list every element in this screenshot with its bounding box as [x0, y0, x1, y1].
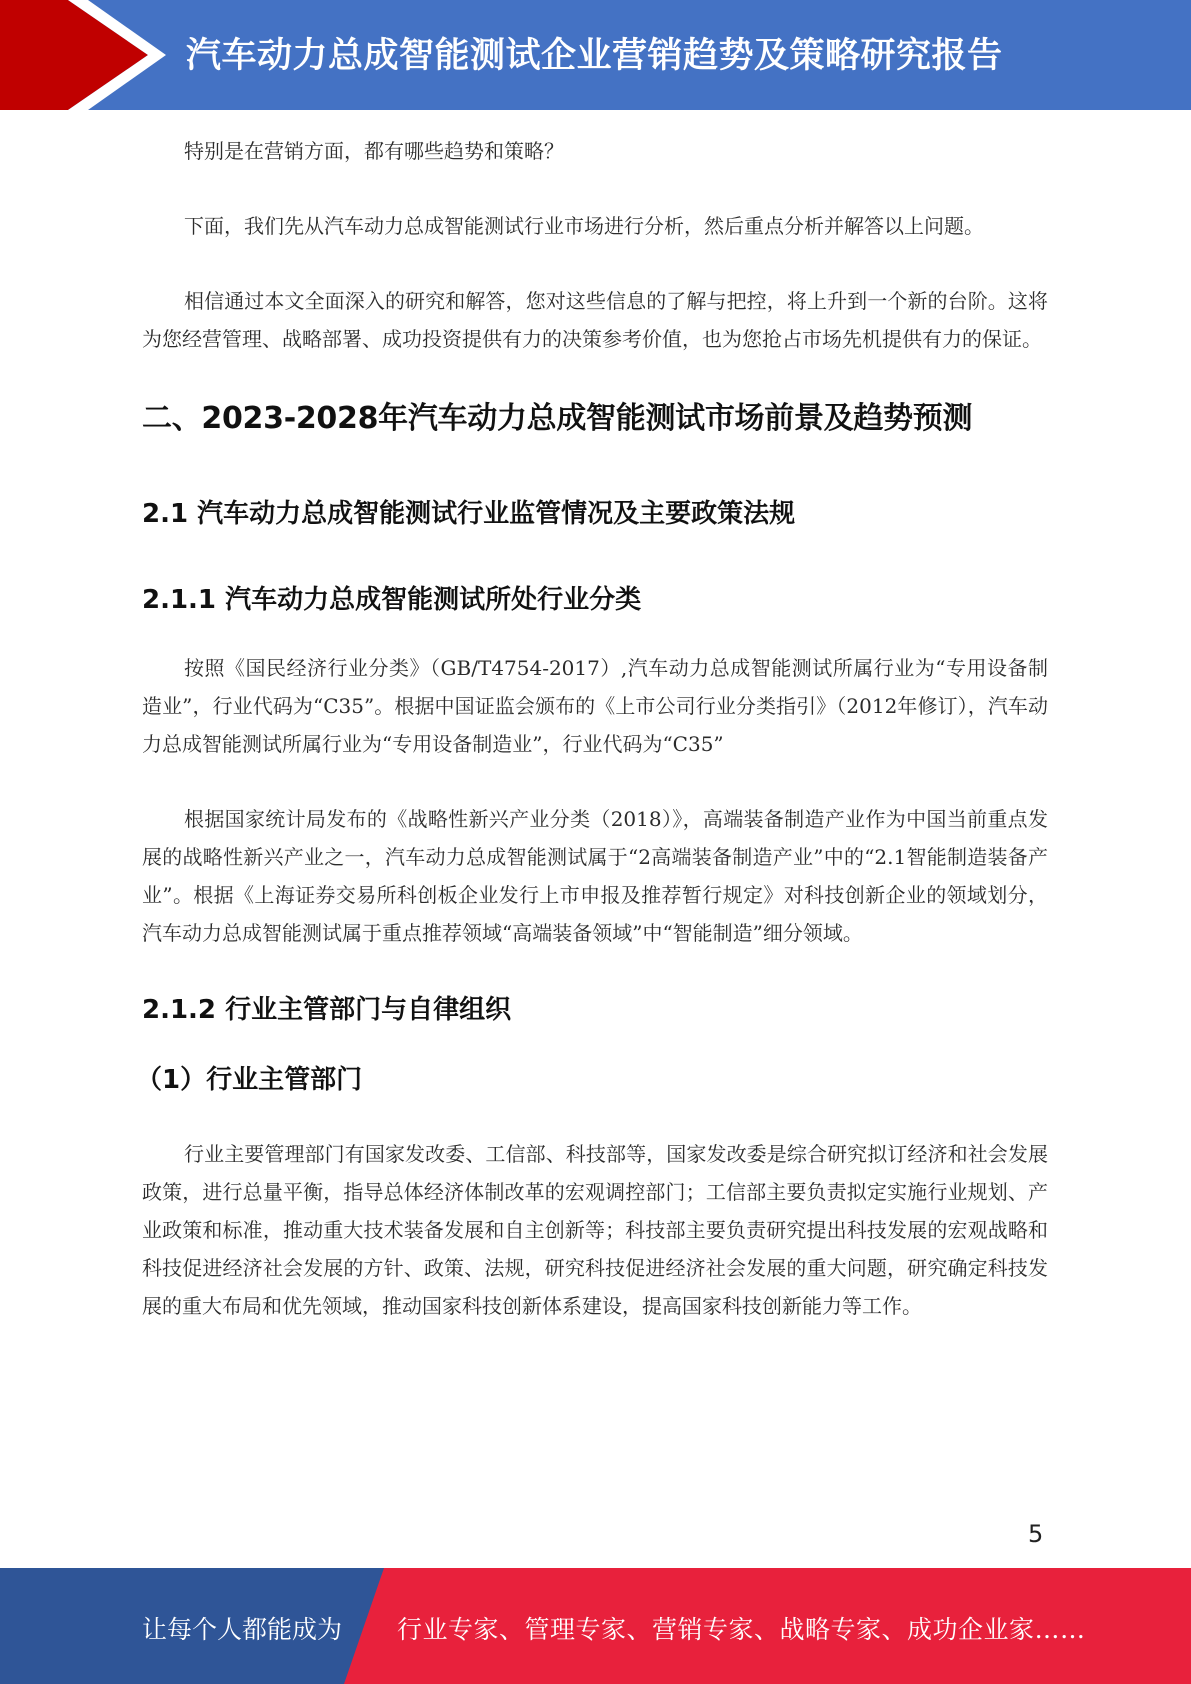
footer-slogan-right: 行业专家、管理专家、营销专家、战略专家、成功企业家…… [397, 1615, 1086, 1644]
paragraph: 相信通过本文全面深入的研究和解答，您对这些信息的了解与把控，将上升到一个新的台阶。这将为您经营管理、战略部署、成功投资提供有力的决策参考价值，也为您抢占市场先机提供有力的保证。 [142, 289, 1048, 351]
paragraph: 根据国家统计局发布的《战略性新兴产业分类（2018）》，高端装备制造产业作为中国当前重点发展的战略性新兴产业之一，汽车动力总成智能测试属于“2高端装备制造产业”中的“2.1智能制造装备产业”。根据《上海证券交易所科创板企业发行上市申报及推荐暂行规定》对科技创新企业的领域划分，汽车动力总成智能测试属于重点推荐领域“高端装备领域”中“智能制造”细分领域。 [142, 807, 1048, 945]
footer-slogan-left: 让每个人都能成为 [142, 1615, 343, 1644]
paragraph: 行业主要管理部门有国家发改委、工信部、科技部等，国家发改委是综合研究拟订经济和社会发展政策，进行总量平衡，指导总体经济体制改革的宏观调控部门；工信部主要负责拟定实施行业规划、产业政策和标准，推动重大技术装备发展和自主创新等；科技部主要负责研究提出科技发展的宏观战略和科技促进经济社会发展的方针、政策、法规，研究科技促进经济社会发展的重大问题，研究确定科技发展的重大布局和优先领域，推动国家科技创新体系建设，提高国家科技创新能力等工作。 [142, 1142, 1048, 1318]
header-title: 汽车动力总成智能测试企业营销趋势及策略研究报告 [186, 36, 1003, 76]
page-footer [0, 1568, 1191, 1684]
paragraph: 按照《国民经济行业分类》（GB/T4754-2017）,汽车动力总成智能测试所属行业为“专用设备制造业”，行业代码为“C35”。根据中国证监会颁布的《上市公司行业分类指引》（2012年修订），汽车动力总成智能测试所属行业为“专用设备制造业”，行业代码为“C35” [142, 656, 1048, 756]
page-number: 5 [1028, 1520, 1044, 1548]
page-header [0, 0, 1191, 110]
document-body [136, 132, 1048, 1362]
subsection-heading: 2.1.2 行业主管部门与自律组织 [142, 995, 512, 1025]
paragraph: 特别是在营销方面，都有哪些趋势和策略？ [184, 139, 564, 163]
subsection-heading: 2.1 汽车动力总成智能测试行业监管情况及主要政策法规 [142, 499, 796, 529]
item-heading: （1）行业主管部门 [136, 1065, 363, 1095]
subsection-heading: 2.1.1 汽车动力总成智能测试所处行业分类 [142, 585, 642, 615]
paragraph: 下面，我们先从汽车动力总成智能测试行业市场进行分析，然后重点分析并解答以上问题。 [184, 214, 984, 238]
section-heading: 二、2023-2028年汽车动力总成智能测试市场前景及趋势预测 [142, 401, 973, 436]
